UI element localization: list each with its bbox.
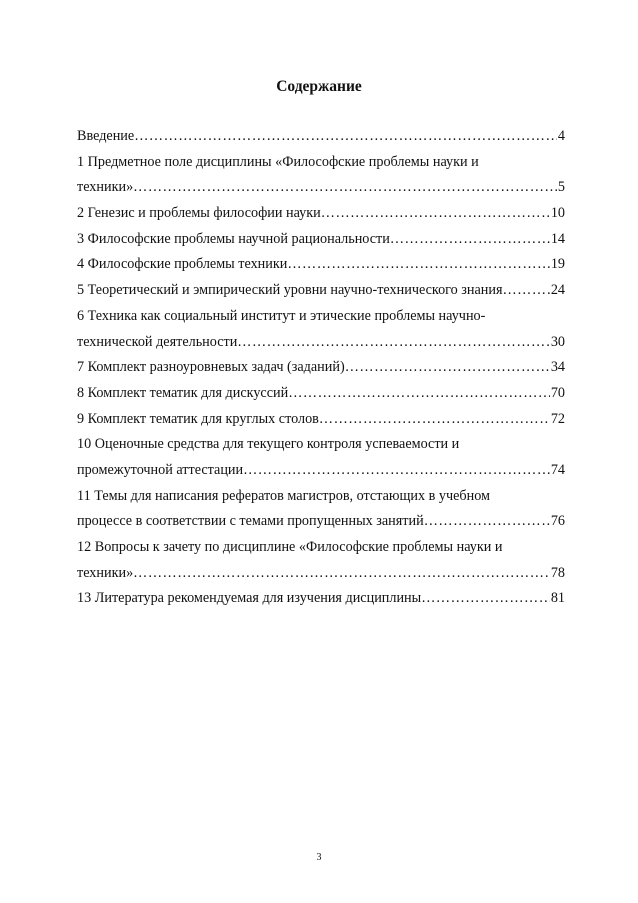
toc-dot-leader [133, 561, 550, 587]
toc-entry-10 [77, 458, 565, 484]
toc-entry-7 [77, 355, 565, 381]
toc-dot-leader [287, 252, 549, 278]
toc-entry-title: технической деятельности [77, 330, 237, 356]
toc-entry-12 [77, 561, 565, 587]
toc-entry-title: 3 Философские проблемы научной рациональности [77, 227, 390, 253]
toc-entry-page: 76 [550, 513, 565, 530]
toc-entry-title: техники» [77, 561, 133, 587]
toc-entry-title: 5 Теоретический и эмпирический уровни научно-технического знания [77, 278, 502, 304]
toc-entry-12-line-1: 12 Вопросы к зачету по дисциплине «Философские проблемы науки и [77, 539, 503, 555]
toc-entry-title: 7 Комплект разноуровневых задач (заданий) [77, 355, 345, 381]
toc-entry-page: 14 [550, 230, 565, 247]
toc-entry-page: 10 [550, 205, 565, 222]
toc-entry-2 [77, 201, 565, 227]
toc-entry-1 [77, 175, 565, 201]
toc-dot-leader [424, 509, 550, 535]
toc-dot-leader [502, 278, 549, 304]
toc-entry-page: 74 [550, 461, 565, 478]
toc-entry-title: 9 Комплект тематик для круглых столов [77, 407, 319, 433]
toc-dot-leader [243, 458, 550, 484]
toc-entry-3 [77, 227, 565, 253]
toc-entry-page: 19 [550, 256, 565, 273]
toc-entry-title: Введение [77, 124, 134, 150]
toc-entry-title: 8 Комплект тематик для дискуссий [77, 381, 288, 407]
toc-entry-introduction [77, 124, 565, 150]
toc-entry-13 [77, 586, 565, 612]
toc-dot-leader [319, 407, 550, 433]
toc-entry-page: 70 [550, 384, 565, 401]
toc-dot-leader [133, 175, 557, 201]
toc-entry-10-line-1: 10 Оценочные средства для текущего контроля успеваемости и [77, 436, 460, 453]
toc-entry-page: 34 [550, 359, 565, 376]
table-of-contents [77, 124, 565, 612]
toc-entry-title: 2 Генезис и проблемы философии науки [77, 201, 321, 227]
toc-dot-leader [421, 586, 550, 612]
toc-entry-title: промежуточной аттестации [77, 458, 243, 484]
toc-entry-page: 4 [557, 128, 565, 144]
toc-dot-leader [345, 355, 550, 381]
toc-dot-leader [321, 201, 550, 227]
toc-entry-page: 5 [557, 179, 565, 196]
toc-entry-8 [77, 381, 565, 407]
toc-entry-11-line-1: 11 Темы для написания рефератов магистров, отстающих в учебном [77, 487, 491, 504]
toc-entry-page: 30 [550, 333, 565, 350]
toc-entry-page: 24 [550, 282, 565, 299]
toc-title: Содержание [276, 78, 362, 95]
toc-entry-5 [77, 278, 565, 304]
toc-entry-6 [77, 330, 565, 356]
toc-entry-title: 13 Литература рекомендуемая для изучения дисциплины [77, 586, 421, 612]
toc-dot-leader [288, 381, 550, 407]
toc-entry-1-line-1: 1 Предметное поле дисциплины «Философские проблемы науки и [77, 153, 479, 170]
page-number: 3 [316, 852, 322, 863]
toc-entry-page: 78 [550, 564, 565, 581]
toc-entry-page: 72 [550, 410, 565, 427]
toc-entry-page: 81 [550, 590, 565, 607]
toc-entry-title: процессе в соответствии с темами пропущенных занятий [77, 509, 424, 535]
toc-entry-title: 4 Философские проблемы техники [77, 252, 287, 278]
toc-dot-leader [237, 330, 550, 356]
toc-dot-leader [390, 227, 550, 253]
toc-dot-leader [134, 124, 557, 150]
toc-entry-4 [77, 252, 565, 278]
toc-entry-title: техники» [77, 175, 133, 201]
toc-entry-11 [77, 509, 565, 535]
toc-entry-6-line-1: 6 Техника как социальный институт и этические проблемы научно- [77, 307, 486, 324]
toc-entry-9 [77, 407, 565, 433]
